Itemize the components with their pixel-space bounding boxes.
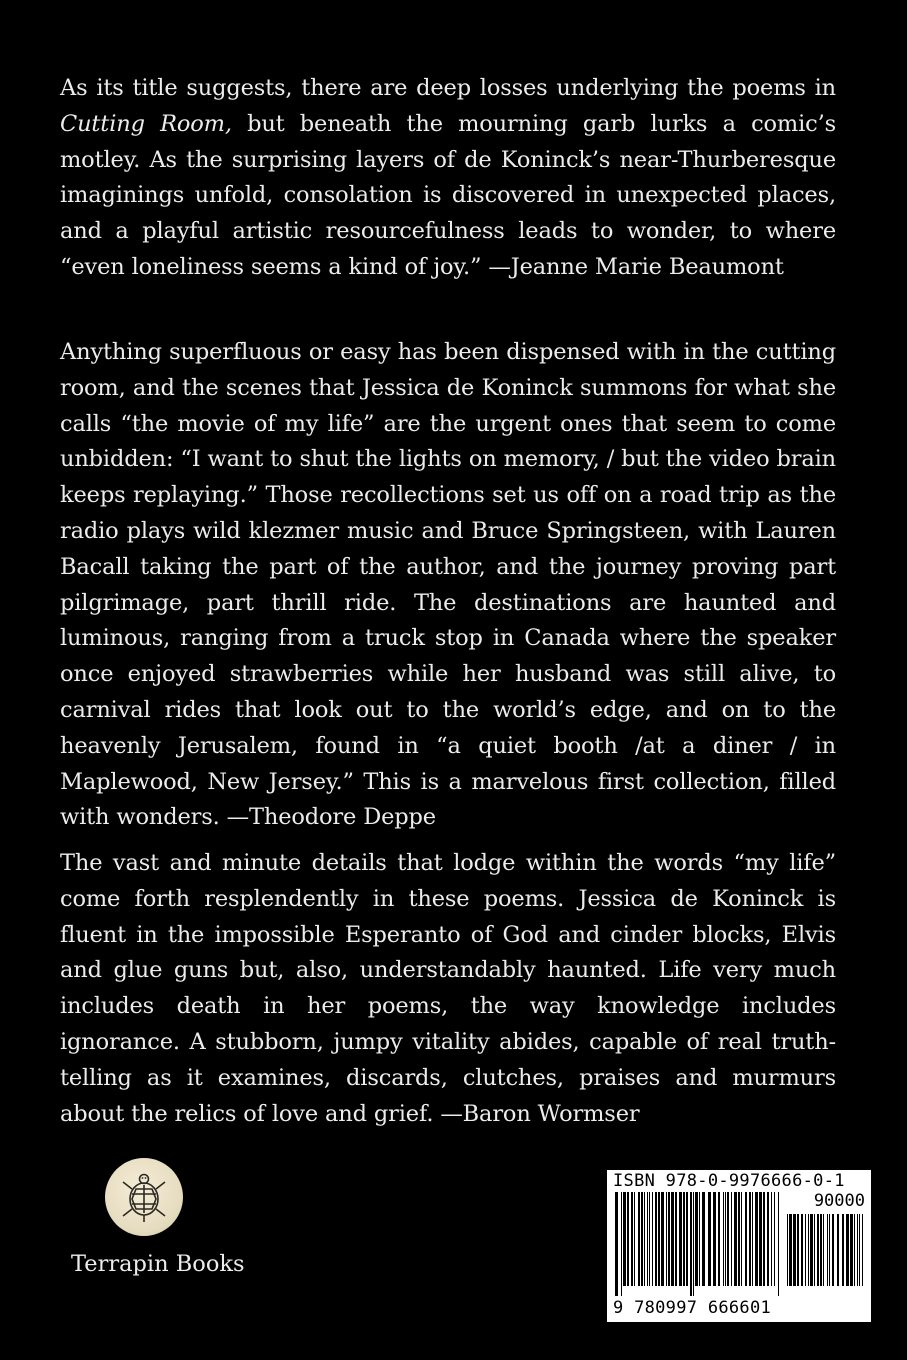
barcode-bar <box>854 1214 855 1286</box>
barcode-bar <box>690 1192 692 1296</box>
barcode-bar <box>634 1192 635 1286</box>
barcode-bar <box>778 1192 779 1296</box>
barcode-bar <box>641 1192 643 1286</box>
barcode-bar <box>774 1192 775 1286</box>
barcode-bar <box>787 1214 788 1286</box>
barcode-bar <box>723 1192 724 1286</box>
barcode-bar <box>741 1192 742 1286</box>
barcode-bar <box>734 1192 737 1286</box>
barcode-bar <box>647 1192 648 1286</box>
barcode-bar <box>668 1192 670 1286</box>
barcode-bar <box>683 1192 685 1286</box>
blurb-beaumont-post: but beneath the mourning garb lurks a comic’s motley. As the surprising layers of de Koninck’s near-Thurberesque imaginings unfold, consolation is discovered in unexpected places, and a playful artistic resourcefulness leads to wonder, to where “even loneliness seems a kind of joy.” —Jeanne Marie Beaumont <box>60 110 836 280</box>
turtle-logo-icon <box>105 1158 183 1236</box>
barcode-bar <box>671 1192 674 1286</box>
barcode-bar <box>837 1214 839 1286</box>
barcode-bar <box>859 1214 860 1286</box>
barcode-bar <box>638 1192 640 1286</box>
barcode-bar <box>823 1214 824 1286</box>
blurb-beaumont-pre: As its title suggests, there are deep losses underlying the poems in <box>60 75 836 101</box>
barcode-bar <box>661 1192 664 1286</box>
barcode-bar <box>718 1192 720 1286</box>
barcode-bar <box>842 1214 844 1286</box>
barcode-bar <box>797 1214 799 1286</box>
barcode-bar <box>652 1192 653 1286</box>
barcode-bar <box>801 1214 803 1286</box>
barcode-bar <box>810 1214 813 1286</box>
barcode-bar <box>695 1192 698 1286</box>
isbn-label: ISBN 978-0-9976666-0-1 <box>613 1171 845 1191</box>
barcode-bar <box>615 1192 618 1296</box>
barcode-bar <box>763 1192 765 1286</box>
blurb-deppe: Anything superfluous or easy has been dispensed with in the cutting room, and the scenes that Jessica de Koninck summons for what she calls “the movie of my life” are the urgent ones that seem to come unbidden: “I want to shut the lights on memory, / but the video brain keeps replaying.” Those recollections set us off on a road trip as the radio plays wild klezmer music and Bruce Springsteen, with Lauren Bacall taking the part of the author, and the journey proving part pilgrimage, part thrill ride. The destinations are haunted and luminous, ranging from a truck stop in Canada where the speaker once enjoyed strawberries while her husband was still alive, to carnival rides that look out to the world’s edge, and on to the heavenly Jerusalem, found in “a quiet booth /at a diner / in Maplewood, New Jersey.” This is a marvelous first collection, filled with wonders. —Theodore Deppe <box>60 339 836 831</box>
barcode-bar <box>679 1192 682 1286</box>
barcode-bar <box>727 1192 729 1286</box>
barcode-bar <box>793 1214 796 1286</box>
barcode-bar <box>817 1214 819 1286</box>
barcode-bar <box>693 1192 694 1296</box>
barcode-bar <box>621 1192 622 1296</box>
publisher-logo <box>105 1158 183 1236</box>
barcode-bar <box>829 1214 830 1286</box>
barcode-bar <box>713 1192 716 1286</box>
blurb-beaumont <box>60 71 836 286</box>
barcode-bar <box>631 1192 633 1286</box>
barcode-bar <box>666 1192 667 1286</box>
barcode-bar <box>857 1214 858 1286</box>
ean-bars <box>615 1192 781 1296</box>
barcode-bar <box>658 1192 660 1286</box>
barcode-bar <box>820 1214 822 1286</box>
barcode-bar <box>862 1214 863 1286</box>
barcode-bar <box>745 1192 747 1286</box>
barcode-bar <box>708 1192 711 1286</box>
ean-digits: 9 780997 666601 <box>613 1298 772 1318</box>
barcode-bar <box>738 1192 740 1286</box>
barcode-bar <box>623 1192 626 1286</box>
barcode-bar <box>805 1214 806 1286</box>
isbn-barcode <box>607 1170 871 1322</box>
barcode-bar <box>771 1192 772 1286</box>
barcode-bar <box>702 1192 705 1286</box>
barcode-bar <box>675 1192 677 1286</box>
barcode-bar <box>725 1192 726 1286</box>
barcode-bar <box>808 1214 809 1286</box>
barcode-bar <box>699 1192 700 1286</box>
barcode-bar <box>627 1192 629 1286</box>
barcode-bar <box>752 1192 753 1286</box>
barcode-bar <box>846 1214 849 1286</box>
barcode-bar <box>649 1192 650 1286</box>
book-title-italic: Cutting Room, <box>60 110 232 137</box>
barcode-bar <box>755 1192 758 1286</box>
barcode-bar <box>767 1192 769 1286</box>
barcode-bar <box>832 1214 834 1286</box>
addon-bars <box>787 1214 865 1296</box>
price-code: 90000 <box>813 1191 865 1211</box>
barcode-bar <box>644 1192 645 1286</box>
barcode-bar <box>759 1192 762 1286</box>
barcode-bar <box>749 1192 751 1286</box>
barcode-bar <box>814 1214 815 1286</box>
barcode-bar <box>686 1192 688 1286</box>
publisher-name: Terrapin Books <box>71 1251 245 1277</box>
barcode-bar <box>731 1192 732 1286</box>
barcode-bar <box>655 1192 657 1286</box>
barcode-bar <box>827 1214 828 1286</box>
barcode-bar <box>850 1214 853 1286</box>
blurb-wormser: The vast and minute details that lodge within the words “my life” come forth resplendently in these poems. Jessica de Koninck is fluent in the impossible Esperanto of God and cinder blocks, Elvis and glue guns but, also, understandably haunted. Life very much includes death in her poems, the way knowledge includes ignorance. A stubborn, jumpy vitality abides, capable of real truth-telling as it examines, discards, clutches, praises and murmurs about the relics of love and grief. —Baron Wormser <box>60 850 836 1127</box>
barcode-bar <box>789 1214 792 1286</box>
